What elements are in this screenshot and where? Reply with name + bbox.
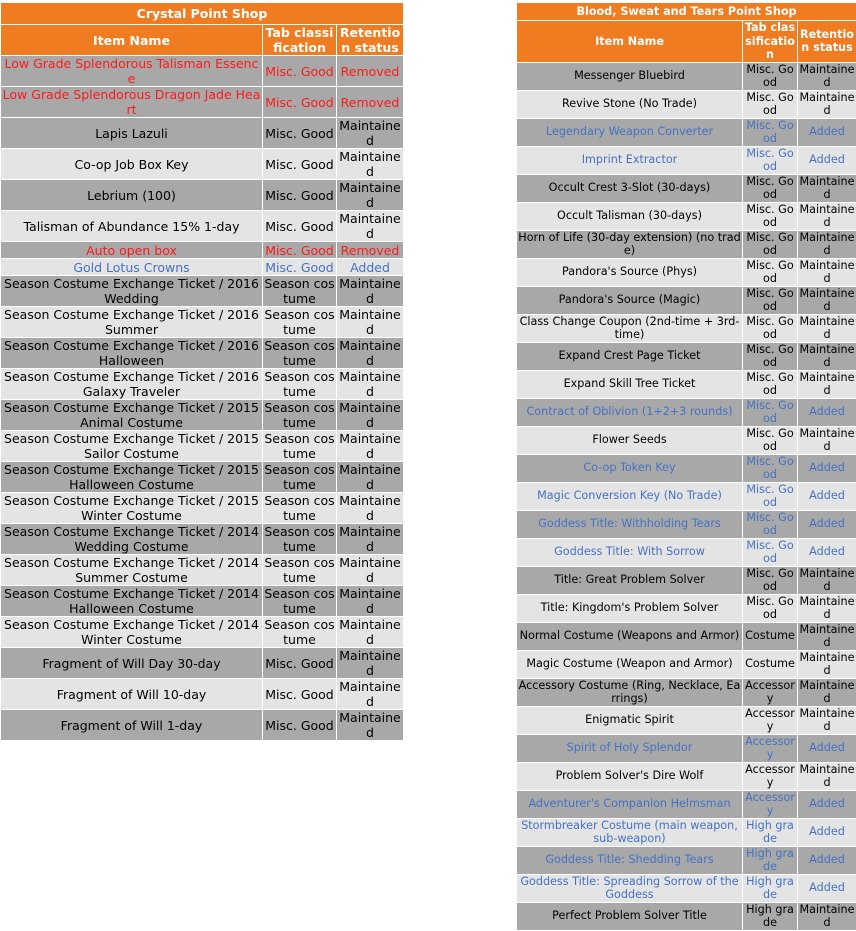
- tab-cell: Misc. Good: [743, 398, 798, 426]
- item-name-cell: Lapis Lazuli: [1, 118, 263, 149]
- item-name-cell: Season Costume Exchange Ticket / 2014 Winter Costume: [1, 617, 263, 648]
- item-name-cell: Normal Costume (Weapons and Armor): [517, 622, 743, 650]
- table-row: [517, 678, 856, 706]
- status-cell: Maintained: [337, 524, 404, 555]
- item-name-cell: Season Costume Exchange Ticket / 2015 Halloween Costume: [1, 462, 263, 493]
- item-name-cell: Low Grade Splendorous Dragon Jade Heart: [1, 87, 263, 118]
- table-row: [517, 146, 856, 174]
- blood-sweat-tears-shop-table: [516, 2, 856, 931]
- item-name-cell: Fragment of Will 10-day: [1, 679, 263, 710]
- table-row: [1, 180, 404, 211]
- tab-cell: Season costume: [263, 400, 337, 431]
- table-row: [1, 617, 404, 648]
- table-row: [1, 149, 404, 180]
- tab-cell: Season costume: [263, 431, 337, 462]
- status-cell: Maintained: [798, 174, 856, 202]
- item-name-cell: Title: Great Problem Solver: [517, 566, 743, 594]
- item-name-cell: Perfect Problem Solver Title: [517, 902, 743, 930]
- status-cell: Maintained: [337, 710, 404, 741]
- item-name-cell: Co-op Job Box Key: [1, 149, 263, 180]
- status-cell: Maintained: [798, 426, 856, 454]
- col-header-item-name: Item Name: [1, 25, 263, 56]
- table-row: [1, 87, 404, 118]
- item-name-cell: Goddess Title: Withholding Tears: [517, 510, 743, 538]
- item-name-cell: Season Costume Exchange Ticket / 2015 Animal Costume: [1, 400, 263, 431]
- tab-cell: High grade: [743, 874, 798, 902]
- table-row: [517, 874, 856, 902]
- tab-cell: Accessory: [743, 734, 798, 762]
- crystal-point-shop-table: [0, 2, 404, 741]
- tab-cell: Misc. Good: [263, 56, 337, 87]
- tab-cell: Misc. Good: [743, 202, 798, 230]
- status-cell: Maintained: [798, 762, 856, 790]
- table-row: [1, 211, 404, 242]
- status-cell: Maintained: [798, 566, 856, 594]
- table-row: [517, 846, 856, 874]
- table-row: [517, 426, 856, 454]
- table-row: [1, 242, 404, 259]
- item-name-cell: Goddess Title: Shedding Tears: [517, 846, 743, 874]
- table-row: [517, 202, 856, 230]
- tab-cell: Season costume: [263, 338, 337, 369]
- col-header-item-name: Item Name: [517, 21, 743, 63]
- table-row: [517, 174, 856, 202]
- status-cell: Maintained: [337, 648, 404, 679]
- item-name-cell: Season Costume Exchange Ticket / 2015 Sailor Costume: [1, 431, 263, 462]
- item-name-cell: Fragment of Will Day 30-day: [1, 648, 263, 679]
- table-row: [1, 524, 404, 555]
- tab-cell: Accessory: [743, 706, 798, 734]
- table-title-row: [517, 3, 856, 21]
- col-header-status: Retention status: [337, 25, 404, 56]
- status-cell: Maintained: [798, 370, 856, 398]
- status-cell: Added: [798, 454, 856, 482]
- tab-cell: Season costume: [263, 493, 337, 524]
- status-cell: Maintained: [798, 286, 856, 314]
- tab-cell: High grade: [743, 846, 798, 874]
- tab-cell: Misc. Good: [743, 62, 798, 90]
- tab-cell: Season costume: [263, 555, 337, 586]
- status-cell: Maintained: [337, 307, 404, 338]
- item-name-cell: Season Costume Exchange Ticket / 2016 Galaxy Traveler: [1, 369, 263, 400]
- table-row: [517, 818, 856, 846]
- status-cell: Maintained: [798, 706, 856, 734]
- status-cell: Added: [337, 259, 404, 276]
- tab-cell: Season costume: [263, 462, 337, 493]
- item-name-cell: Spirit of Holy Splendor: [517, 734, 743, 762]
- tab-cell: Season costume: [263, 617, 337, 648]
- table-row: [517, 902, 856, 930]
- item-name-cell: Gold Lotus Crowns: [1, 259, 263, 276]
- tab-cell: Misc. Good: [263, 648, 337, 679]
- table-row: [1, 369, 404, 400]
- item-name-cell: Co-op Token Key: [517, 454, 743, 482]
- tab-cell: Season costume: [263, 524, 337, 555]
- tab-cell: High grade: [743, 902, 798, 930]
- status-cell: Maintained: [798, 594, 856, 622]
- item-name-cell: Accessory Costume (Ring, Necklace, Earrings): [517, 678, 743, 706]
- table-row: [517, 62, 856, 90]
- tab-cell: Misc. Good: [263, 149, 337, 180]
- status-cell: Maintained: [337, 118, 404, 149]
- table-row: [1, 56, 404, 87]
- item-name-cell: Season Costume Exchange Ticket / 2016 Wedding: [1, 276, 263, 307]
- tab-cell: Misc. Good: [743, 370, 798, 398]
- item-name-cell: Horn of Life (30-day extension) (no trade): [517, 230, 743, 258]
- status-cell: Added: [798, 398, 856, 426]
- tab-cell: Misc. Good: [263, 679, 337, 710]
- table-row: [1, 307, 404, 338]
- item-name-cell: Occult Talisman (30-days): [517, 202, 743, 230]
- tab-cell: Misc. Good: [263, 180, 337, 211]
- status-cell: Maintained: [337, 679, 404, 710]
- table-row: [517, 314, 856, 342]
- status-cell: Added: [798, 482, 856, 510]
- table-row: [1, 710, 404, 741]
- status-cell: Maintained: [337, 338, 404, 369]
- tab-cell: Accessory: [743, 762, 798, 790]
- item-name-cell: Auto open box: [1, 242, 263, 259]
- status-cell: Maintained: [798, 678, 856, 706]
- tab-cell: Misc. Good: [743, 146, 798, 174]
- table-row: [517, 118, 856, 146]
- tab-cell: Season costume: [263, 307, 337, 338]
- status-cell: Removed: [337, 87, 404, 118]
- tab-cell: Misc. Good: [263, 259, 337, 276]
- tab-cell: Misc. Good: [263, 242, 337, 259]
- item-name-cell: Season Costume Exchange Ticket / 2014 Summer Costume: [1, 555, 263, 586]
- item-name-cell: Flower Seeds: [517, 426, 743, 454]
- item-name-cell: Expand Crest Page Ticket: [517, 342, 743, 370]
- status-cell: Maintained: [337, 493, 404, 524]
- status-cell: Added: [798, 734, 856, 762]
- item-name-cell: Adventurer's Companion Helmsman: [517, 790, 743, 818]
- table-row: [1, 259, 404, 276]
- item-name-cell: Talisman of Abundance 15% 1-day: [1, 211, 263, 242]
- tab-cell: Season costume: [263, 369, 337, 400]
- status-cell: Maintained: [337, 211, 404, 242]
- table-row: [517, 286, 856, 314]
- table-row: [517, 706, 856, 734]
- item-name-cell: Goddess Title: With Sorrow: [517, 538, 743, 566]
- table-row: [517, 762, 856, 790]
- status-cell: Maintained: [337, 586, 404, 617]
- item-name-cell: Low Grade Splendorous Talisman Essence: [1, 56, 263, 87]
- status-cell: Added: [798, 846, 856, 874]
- status-cell: Maintained: [798, 230, 856, 258]
- tab-cell: Misc. Good: [743, 314, 798, 342]
- item-name-cell: Pandora's Source (Phys): [517, 258, 743, 286]
- item-name-cell: Messenger Bluebird: [517, 62, 743, 90]
- item-name-cell: Title: Kingdom's Problem Solver: [517, 594, 743, 622]
- item-name-cell: Pandora's Source (Magic): [517, 286, 743, 314]
- tab-cell: High grade: [743, 818, 798, 846]
- table-row: [517, 510, 856, 538]
- status-cell: Maintained: [337, 149, 404, 180]
- tab-cell: Misc. Good: [743, 230, 798, 258]
- tab-cell: Misc. Good: [263, 211, 337, 242]
- tab-cell: Misc. Good: [743, 342, 798, 370]
- tab-cell: Misc. Good: [743, 174, 798, 202]
- tab-cell: Misc. Good: [743, 454, 798, 482]
- item-name-cell: Goddess Title: Spreading Sorrow of the Goddess: [517, 874, 743, 902]
- item-name-cell: Season Costume Exchange Ticket / 2014 Halloween Costume: [1, 586, 263, 617]
- tab-cell: Misc. Good: [743, 510, 798, 538]
- item-name-cell: Imprint Extractor: [517, 146, 743, 174]
- tab-cell: Misc. Good: [743, 90, 798, 118]
- status-cell: Maintained: [337, 180, 404, 211]
- col-header-tab: Tab classification: [743, 21, 798, 63]
- item-name-cell: Season Costume Exchange Ticket / 2014 Wedding Costume: [1, 524, 263, 555]
- status-cell: Added: [798, 790, 856, 818]
- tab-cell: Misc. Good: [743, 594, 798, 622]
- status-cell: Added: [798, 118, 856, 146]
- table-row: [517, 454, 856, 482]
- tab-cell: Misc. Good: [743, 286, 798, 314]
- table-row: [1, 338, 404, 369]
- status-cell: Maintained: [798, 202, 856, 230]
- item-name-cell: Magic Costume (Weapon and Armor): [517, 650, 743, 678]
- tab-cell: Misc. Good: [263, 710, 337, 741]
- item-name-cell: Season Costume Exchange Ticket / 2016 Halloween: [1, 338, 263, 369]
- item-name-cell: Class Change Coupon (2nd-time + 3rd-time): [517, 314, 743, 342]
- table-row: [1, 493, 404, 524]
- tab-cell: Misc. Good: [743, 118, 798, 146]
- status-cell: Maintained: [798, 62, 856, 90]
- table-row: [1, 679, 404, 710]
- status-cell: Added: [798, 538, 856, 566]
- status-cell: Maintained: [337, 276, 404, 307]
- item-name-cell: Revive Stone (No Trade): [517, 90, 743, 118]
- tab-cell: Costume: [743, 650, 798, 678]
- table-title-row: [1, 3, 404, 25]
- tab-cell: Misc. Good: [263, 87, 337, 118]
- tab-cell: Misc. Good: [743, 482, 798, 510]
- item-name-cell: Occult Crest 3-Slot (30-days): [517, 174, 743, 202]
- item-name-cell: Expand Skill Tree Ticket: [517, 370, 743, 398]
- tab-cell: Season costume: [263, 276, 337, 307]
- table-row: [517, 622, 856, 650]
- status-cell: Maintained: [798, 902, 856, 930]
- table-row: [517, 538, 856, 566]
- table-row: [1, 118, 404, 149]
- table-row: [517, 734, 856, 762]
- table-title: Crystal Point Shop: [1, 3, 404, 25]
- status-cell: Maintained: [337, 617, 404, 648]
- tab-cell: Season costume: [263, 586, 337, 617]
- tab-cell: Misc. Good: [743, 538, 798, 566]
- item-name-cell: Contract of Oblivion (1+2+3 rounds): [517, 398, 743, 426]
- table-row: [1, 586, 404, 617]
- status-cell: Removed: [337, 56, 404, 87]
- tab-cell: Accessory: [743, 678, 798, 706]
- status-cell: Maintained: [337, 431, 404, 462]
- tab-cell: Misc. Good: [743, 426, 798, 454]
- table-row: [1, 555, 404, 586]
- status-cell: Maintained: [798, 90, 856, 118]
- table-row: [1, 462, 404, 493]
- table-row: [517, 482, 856, 510]
- tab-cell: Misc. Good: [263, 118, 337, 149]
- item-name-cell: Problem Solver's Dire Wolf: [517, 762, 743, 790]
- item-name-cell: Magic Conversion Key (No Trade): [517, 482, 743, 510]
- status-cell: Added: [798, 874, 856, 902]
- status-cell: Maintained: [337, 555, 404, 586]
- table-row: [517, 342, 856, 370]
- table-row: [517, 566, 856, 594]
- tab-cell: Misc. Good: [743, 566, 798, 594]
- item-name-cell: Legendary Weapon Converter: [517, 118, 743, 146]
- tab-cell: Misc. Good: [743, 258, 798, 286]
- item-name-cell: Stormbreaker Costume (main weapon, sub-weapon): [517, 818, 743, 846]
- table-title: Blood, Sweat and Tears Point Shop: [517, 3, 856, 21]
- status-cell: Removed: [337, 242, 404, 259]
- status-cell: Maintained: [798, 258, 856, 286]
- status-cell: Maintained: [798, 342, 856, 370]
- status-cell: Maintained: [337, 462, 404, 493]
- col-header-tab: Tab classification: [263, 25, 337, 56]
- header-row: [517, 21, 856, 63]
- status-cell: Maintained: [337, 369, 404, 400]
- status-cell: Added: [798, 146, 856, 174]
- table-row: [1, 431, 404, 462]
- table-row: [1, 648, 404, 679]
- item-name-cell: Lebrium (100): [1, 180, 263, 211]
- item-name-cell: Season Costume Exchange Ticket / 2016 Summer: [1, 307, 263, 338]
- status-cell: Added: [798, 510, 856, 538]
- tab-cell: Accessory: [743, 790, 798, 818]
- item-name-cell: Fragment of Will 1-day: [1, 710, 263, 741]
- table-row: [517, 650, 856, 678]
- status-cell: Added: [798, 818, 856, 846]
- item-name-cell: Enigmatic Spirit: [517, 706, 743, 734]
- header-row: [1, 25, 404, 56]
- table-row: [517, 398, 856, 426]
- table-row: [517, 90, 856, 118]
- table-row: [517, 594, 856, 622]
- table-row: [1, 276, 404, 307]
- table-row: [517, 790, 856, 818]
- table-row: [517, 258, 856, 286]
- tab-cell: Costume: [743, 622, 798, 650]
- status-cell: Maintained: [337, 400, 404, 431]
- item-name-cell: Season Costume Exchange Ticket / 2015 Winter Costume: [1, 493, 263, 524]
- table-row: [1, 400, 404, 431]
- table-row: [517, 370, 856, 398]
- status-cell: Maintained: [798, 650, 856, 678]
- col-header-status: Retention status: [798, 21, 856, 63]
- status-cell: Maintained: [798, 314, 856, 342]
- status-cell: Maintained: [798, 622, 856, 650]
- table-row: [517, 230, 856, 258]
